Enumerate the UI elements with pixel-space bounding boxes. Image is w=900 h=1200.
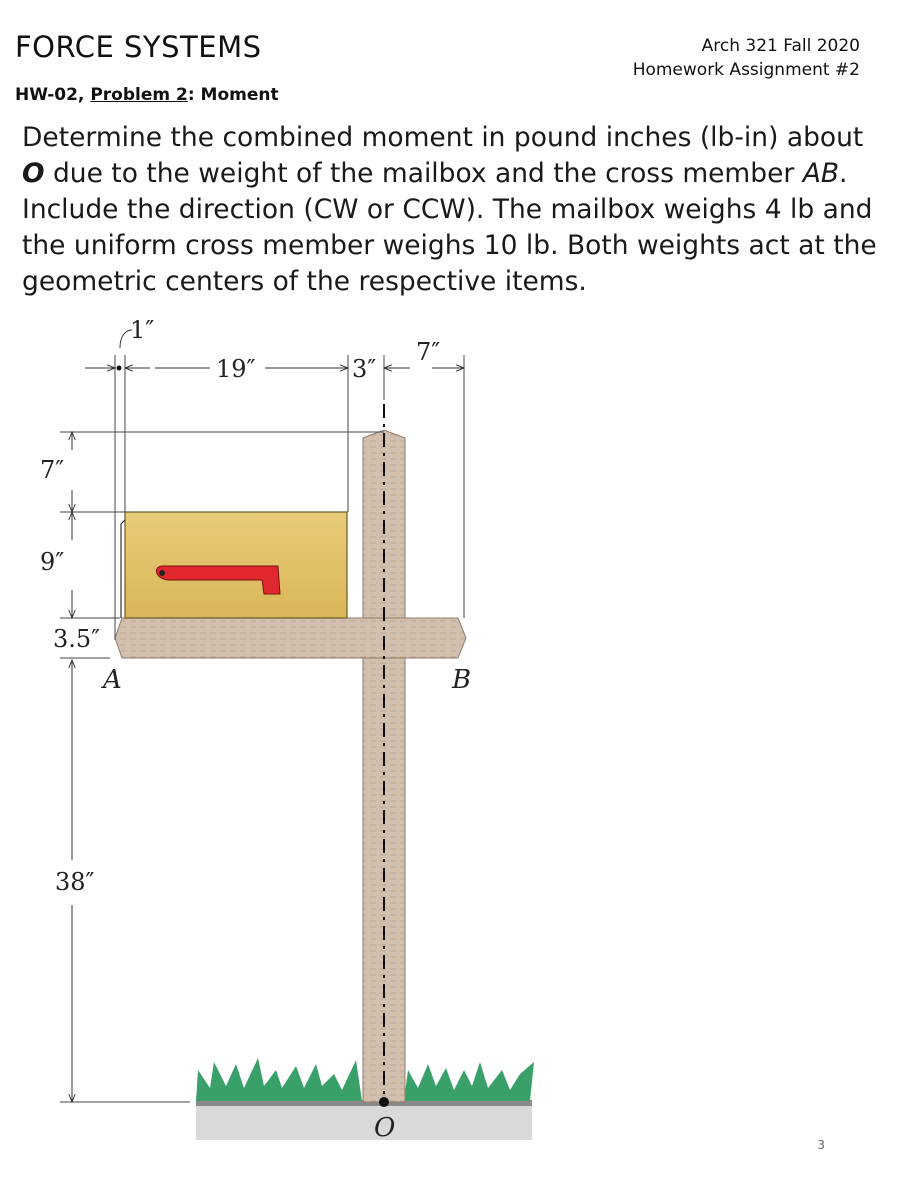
mailbox-figure [0, 300, 560, 1160]
heading-problem: Problem 2 [90, 85, 188, 105]
dim-19in: 19″ [216, 355, 256, 383]
dim-3in: 3″ [352, 355, 377, 383]
heading-prefix: HW-02, [15, 85, 91, 105]
dim-1in: 1″ [130, 316, 155, 344]
cross-member-ab [115, 618, 466, 658]
label-o: O [374, 1113, 396, 1143]
mailbox [125, 512, 347, 618]
problem-text-1: Determine the combined moment in pound inches (lb-in) about [22, 122, 864, 153]
page-title: FORCE SYSTEMS [15, 30, 262, 64]
problem-text-2: due to the weight of the mailbox and the cross member [44, 158, 803, 189]
member-ab-ref: AB [802, 158, 840, 189]
problem-heading [15, 85, 279, 105]
point-o-ref: O [22, 158, 45, 189]
assignment-name: Homework Assignment #2 [632, 60, 860, 80]
course-name: Arch 321 Fall 2020 [701, 36, 860, 56]
course-info [633, 34, 860, 82]
problem-text-3: . Include the direction (CW or CCW). The mailbox weighs 4 lb and the uniform cross member weighs 10 lb. Both weights act at the geometric centers of the respective items. [22, 158, 877, 297]
label-b: B [452, 665, 472, 695]
problem-statement [22, 120, 882, 300]
point-o-dot [379, 1097, 389, 1107]
label-a: A [103, 665, 122, 695]
heading-suffix: : Moment [187, 85, 279, 105]
dim-7in-top: 7″ [416, 338, 441, 366]
dim-38in: 38″ [55, 868, 95, 896]
dim-7in-side: 7″ [40, 456, 65, 484]
dim-9in: 9″ [40, 548, 65, 576]
dim-3-5in: 3.5″ [53, 625, 101, 653]
page-number: 3 [817, 1138, 825, 1152]
grass [196, 1058, 362, 1101]
